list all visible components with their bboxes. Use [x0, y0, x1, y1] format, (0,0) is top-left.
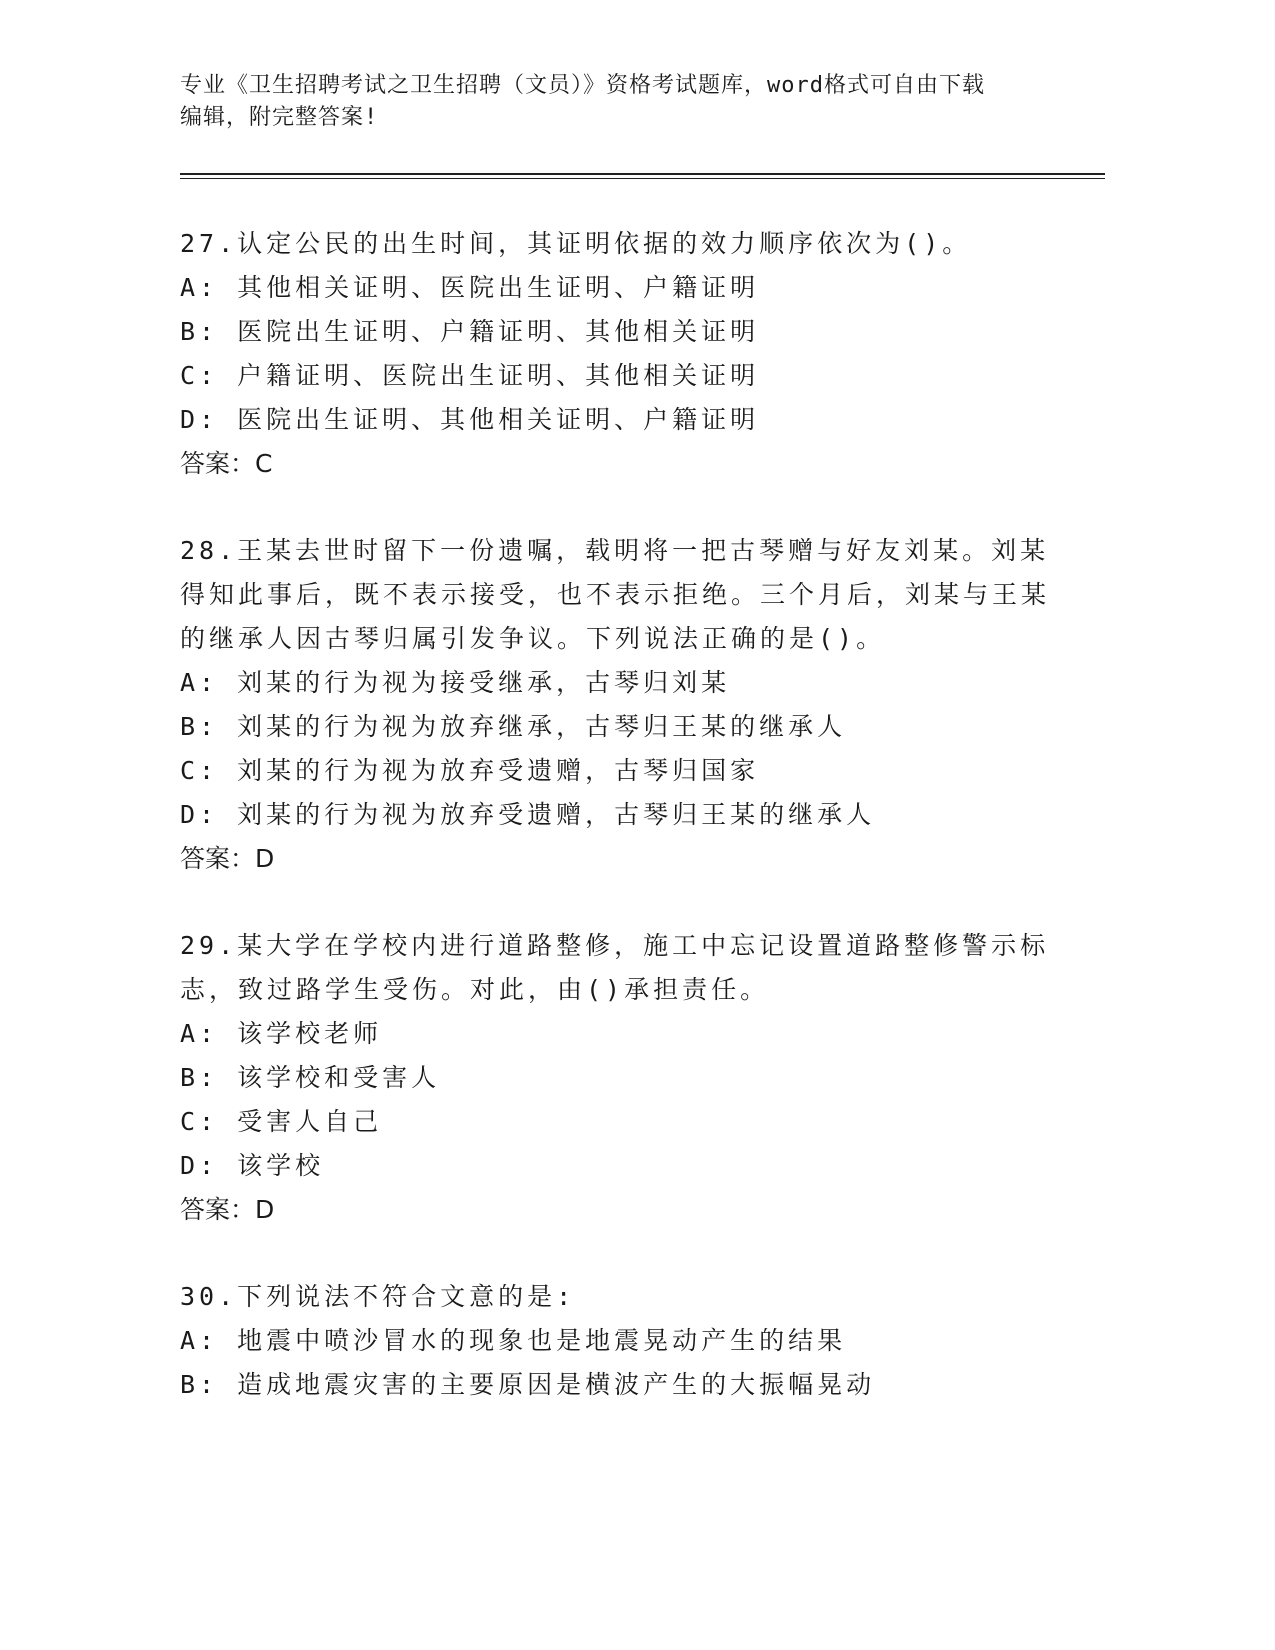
option-c: [180, 1100, 1060, 1144]
question-text: 27.认定公民的出生时间，其证明依据的效力顺序依次为()。: [180, 229, 972, 258]
option-label: D:: [180, 1151, 219, 1180]
option-text: 造成地震灾害的主要原因是横波产生的大振幅晃动: [237, 1370, 876, 1399]
header-divider-thick: [180, 173, 1105, 175]
option-label: C:: [180, 361, 219, 390]
option-b: [180, 1056, 1060, 1100]
option-label: C:: [180, 756, 219, 785]
question-block: [180, 222, 1060, 486]
option-text: 该学校和受害人: [237, 1063, 441, 1092]
question-text: 30.下列说法不符合文意的是:: [180, 1282, 576, 1311]
option-label: A:: [180, 668, 219, 697]
option-text: 医院出生证明、其他相关证明、户籍证明: [237, 405, 760, 434]
option-text: 刘某的行为视为放弃受遗赠，古琴归王某的继承人: [237, 800, 876, 829]
option-d: [180, 398, 1060, 442]
option-label: B:: [180, 317, 219, 346]
option-label: A:: [180, 1019, 219, 1048]
question-block: [180, 529, 1060, 881]
option-label: B:: [180, 1370, 219, 1399]
option-text: 医院出生证明、户籍证明、其他相关证明: [237, 317, 760, 346]
option-b: [180, 705, 1060, 749]
document-header: [180, 70, 1060, 134]
option-b: [180, 310, 1060, 354]
option-label: D:: [180, 405, 219, 434]
option-label: C:: [180, 1107, 219, 1136]
option-a: [180, 661, 1060, 705]
option-text: 该学校: [237, 1151, 325, 1180]
option-c: [180, 749, 1060, 793]
option-text: 户籍证明、医院出生证明、其他相关证明: [237, 361, 760, 390]
option-text: 刘某的行为视为放弃受遗赠，古琴归国家: [237, 756, 760, 785]
question-list: [180, 222, 1060, 1450]
option-label: D:: [180, 800, 219, 829]
option-c: [180, 354, 1060, 398]
header-divider-thin: [180, 178, 1105, 179]
option-label: A:: [180, 1326, 219, 1355]
option-label: B:: [180, 1063, 219, 1092]
header-intro-line-2: 编辑，附完整答案!: [180, 105, 379, 130]
option-text: 地震中喷沙冒水的现象也是地震晃动产生的结果: [237, 1326, 847, 1355]
question-text: 28.王某去世时留下一份遗嘱，载明将一把古琴赠与好友刘某。刘某得知此事后，既不表示接受，也不表示拒绝。三个月后，刘某与王某的继承人因古琴归属引发争议。下列说法正确的是()。: [180, 536, 1051, 653]
option-d: [180, 793, 1060, 837]
option-label: B:: [180, 712, 219, 741]
option-text: 刘某的行为视为接受继承，古琴归刘某: [237, 668, 731, 697]
answer-line: 答案：C: [180, 449, 273, 478]
option-label: A:: [180, 273, 219, 302]
option-d: [180, 1144, 1060, 1188]
header-intro-line-1: 专业《卫生招聘考试之卫生招聘（文员）》资格考试题库，word格式可自由下载: [180, 73, 985, 98]
option-text: 该学校老师: [237, 1019, 383, 1048]
option-a: [180, 1319, 1060, 1363]
option-a: [180, 1012, 1060, 1056]
option-b: [180, 1363, 1060, 1407]
answer-line: 答案：D: [180, 1195, 275, 1224]
option-text: 其他相关证明、医院出生证明、户籍证明: [237, 273, 760, 302]
answer-line: 答案：D: [180, 844, 275, 873]
question-block: [180, 1275, 1060, 1407]
option-text: 刘某的行为视为放弃继承，古琴归王某的继承人: [237, 712, 847, 741]
option-text: 受害人自己: [237, 1107, 383, 1136]
question-text: 29.某大学在学校内进行道路整修，施工中忘记设置道路整修警示标志，致过路学生受伤。对此，由()承担责任。: [180, 931, 1050, 1004]
question-block: [180, 924, 1060, 1232]
option-a: [180, 266, 1060, 310]
